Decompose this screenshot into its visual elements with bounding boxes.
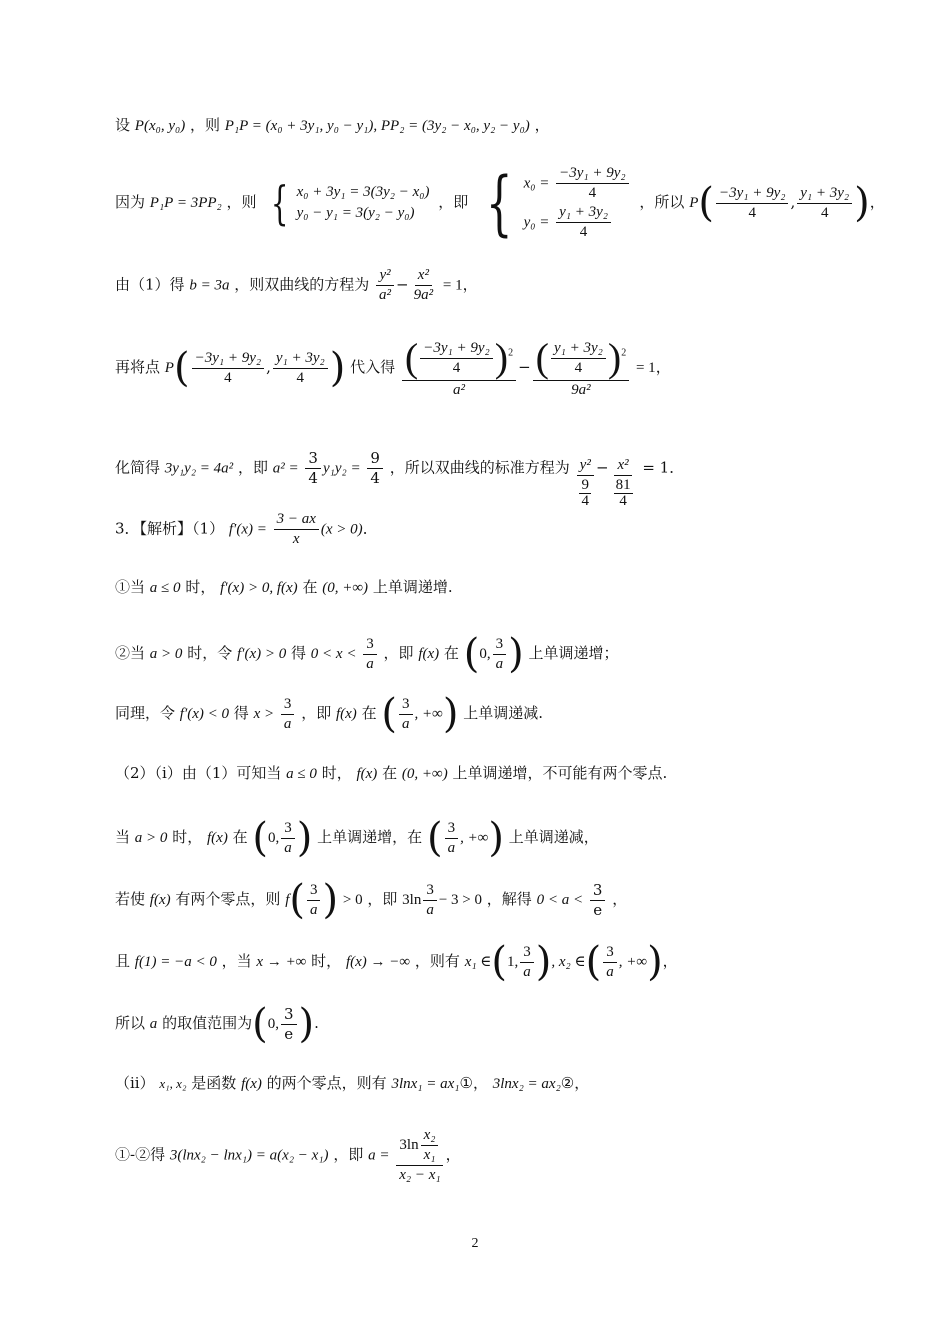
frac-den: a [523,963,531,980]
text: 在 [302,578,318,596]
frac-den: a [283,715,292,732]
text: ，则双曲线的方程为 [234,275,370,294]
text: 在 [232,828,248,846]
frac-den: a [309,901,318,918]
frac-num: y₁ + 3y₂ [273,351,328,369]
math: y₁y₂ = [322,460,361,477]
math: x → +∞ [256,954,307,970]
frac-den: 4 [748,204,756,221]
frac-num: 3 [445,821,459,839]
text: ，即 [383,644,414,662]
text: ，即 [367,890,398,908]
frac-den: e [284,1024,294,1043]
line-13: 且 f(1) = −a < 0 ，当 x → +∞ 时， f(x) → −∞ ，则有 x₁ ∈(1, $\frac{3}{a}$ ), x₂ ∈( $\frac{3}{a}$ , +∞)， [115,939,678,985]
math: x₀ + 3y₁ = 3(3y₂ − x₀) [296,184,430,200]
math: = 1 [442,277,463,294]
text: ，即 [333,1145,364,1164]
text: ，解得 [486,890,532,908]
math: 3(lnx₂ − lnx₁) = a(x₂ − x₁) [169,1147,329,1164]
line-14: 所以 a 的取值范围为(0, $\frac{3}{e}$ ). [115,1001,319,1047]
math: f′(x) > 0 [237,646,287,662]
frac-den: x₁ [423,1147,436,1163]
text: ①当 [115,578,146,596]
text: 代入得 [350,358,396,376]
line-5: 化简得 3y₁y₂ = 4a² ，即 a² = $\frac{3}{4}$ y₁y₂ = $\frac{9}{4}$ ，所以双曲线的标准方程为 $\frac{\text{y²}}{\frac{9}{4}}$ − $\frac{\text{x²}}{\frac{81}{4}}$ = 1． [115,449,685,509]
math: f(x) [418,646,440,662]
text: 上单调递增. [372,578,453,596]
math: a > 0 [134,830,168,846]
frac-num: 3 [305,451,321,469]
frac-num: 3 [281,1007,297,1025]
frac-num: 3 [520,945,534,963]
math: f(x) [207,830,228,846]
frac-den: a [495,655,504,672]
frac-den: 9a² [413,287,434,303]
line-1 [115,118,550,134]
text: 化简得 [115,458,161,477]
math: a ≤ 0 [286,766,317,782]
math-vectors: P₁P = (x₀ + 3y₁, y₀ − y₁), PP₂ = (3y₂ − x₀, y₂ − y₀) [224,118,530,134]
frac-num: 9 [581,477,589,493]
frac-num: 3 [493,637,507,655]
line-7 [115,580,453,596]
text: 当 [115,828,131,846]
math: a ≤ 0 [149,580,181,596]
frac-num: 3ln [399,1136,419,1153]
text: ，即 [438,193,469,211]
text: ． [669,458,685,477]
text: 若使 [115,890,146,908]
math: 3y₁y₂ = 4a² [164,460,234,477]
frac-den: a [426,901,434,918]
text: 在 [443,644,459,662]
frac-num: y² [376,268,393,286]
section-heading: 3．【解析】（1） [115,519,225,538]
frac-num: 3 [363,637,377,655]
math: P [689,195,699,211]
math: , +∞ [618,954,648,970]
frac-den: 4 [619,493,627,509]
math: f(1) = −a < 0 [134,954,217,970]
text: 得 [233,704,249,722]
text: 由（1）得 [115,275,185,294]
text: 所以 [115,1014,146,1032]
text: ②， [560,1074,590,1092]
frac-den: 4 [588,185,597,201]
frac-den: a² [453,382,465,398]
math: a [149,1016,158,1032]
math: f′(x) > 0, f(x) [220,580,298,596]
math: f′(x) < 0 [179,706,230,722]
frac-num: 3 [307,883,321,901]
text: 在 [382,764,398,782]
math: y₀ = [523,214,550,231]
text: ，当 [221,952,252,970]
text: ①， [459,1074,488,1092]
line-8: ②当 a > 0 时，令 f′(x) > 0 得 0 < x < $\frac{3}{a}$ ，即 f(x) 在 (0, $\frac{3}{a}$ ) 上单调递增； [115,631,619,677]
text: ， [534,116,550,134]
math: 0 < x < [310,646,357,662]
line-2: 因为 P₁P = 3PP₂ ，则 { x₀ + 3y₁ = 3(3y₂ − x₀) y₀ − y₁ = 3(y₂ − y₀) ，即 { x₀ = $\frac{\text{−3y₁ + 9y₂}}{4}$ y₀ = $\frac{\text{y₁ + 3y₂}}{4}$ ，所以 P( $\frac{\text{−3y₁ + 9y₂}}{4}$ , $\frac{\text{y₁ + 3y₂}}{4}$ )， [115,162,885,244]
text: 时， [172,828,203,846]
line-3: 由（1）得 b = 3a ，则双曲线的方程为 $\frac{\text{y²}}{\text{a²}}$ − $\frac{\text{x²}}{\text{9a²}}$ = 1， [115,267,478,303]
text: 时，令 [187,644,233,662]
math: = 1 [635,360,656,376]
math: , x₂ ∈ [551,954,586,970]
frac-num: 3 [281,821,295,839]
text: ，所以双曲线的标准方程为 [389,458,570,477]
text: 设 [115,116,131,134]
text: ②当 [115,644,146,662]
math: 3ln [402,892,422,908]
frac-num: 3 [603,945,617,963]
line-4: 再将点 P( $\frac{\text{−3y₁ + 9y₂}}{4}$ , $\frac{\text{y₁ + 3y₂}}{4}$ ) 代入得 ( $\frac{\text{−3y₁ + 9y₂}}{4}$ )$^2$ a² − ( $\frac{\text{y₁ + 3y₂}}{4}$ )$^2$ 9a² = 1， [115,335,671,398]
text: 因为 [115,193,146,211]
math: x₁ ∈ [464,954,492,970]
math: 3lnx₁ = ax₁ [391,1076,460,1092]
frac-num: 3 [423,883,437,901]
frac-den: a [606,963,614,980]
math: f′(x) = [228,521,267,538]
frac-den: 4 [574,359,583,376]
text: 上单调递增； [528,644,619,662]
math: a = [368,1147,390,1164]
text: 时， [185,578,216,596]
line-6 [115,512,378,547]
text: 有两个零点，则 [175,890,281,908]
math: x₀ = [523,175,550,192]
math: y₀ − y₁ = 3(y₂ − y₀) [296,205,415,221]
math: , +∞ [414,706,443,722]
frac-den: a² [379,287,392,303]
frac-num: −3y₁ + 9y₂ [716,186,789,204]
text: ， [869,193,885,211]
text: ， [445,1145,461,1164]
math: − 3 > 0 [438,892,483,908]
text: 时， [311,952,342,970]
line-11: 当 a > 0 时， f(x) 在 (0, $\frac{3}{a}$ ) 上单调递增，在 ( $\frac{3}{a}$ , +∞) 上单调递减， [115,815,599,861]
math: f(x) → −∞ [345,954,411,970]
text: . [314,1014,319,1032]
text: ①-②得 [115,1145,166,1164]
text: ， [462,275,478,294]
math: a² = [272,460,299,477]
frac-den: e [593,900,603,919]
math: > 0 [342,892,363,908]
math: f [285,892,290,908]
math: a > 0 [149,646,183,662]
frac-den: 4 [308,469,318,487]
text: 的两个零点，则有 [266,1074,387,1092]
frac-num: −3y₁ + 9y₂ [556,166,629,184]
text: 同理，令 [115,704,176,722]
text: ，所以 [639,193,685,211]
math: (x > 0) [320,521,363,538]
frac-num: 3 [590,883,606,901]
equation-system-1 [265,176,430,230]
page-number: 2 [471,1236,479,1251]
text: 得 [291,644,307,662]
frac-den: 4 [452,359,461,376]
frac-den: 4 [579,224,588,240]
math: P₁P = 3PP₂ [149,195,222,211]
frac-num: x² [614,458,631,476]
math: (0, +∞) [322,580,369,596]
frac-num: y₁ + 3y₂ [551,341,606,359]
frac-num: −3y₁ + 9y₂ [192,351,265,369]
math: 0, [268,830,280,846]
line-15 [115,1076,589,1092]
frac-num: y₁ + 3y₂ [797,186,852,204]
math: = 1 [642,458,670,477]
math: , +∞ [460,830,489,846]
frac-num: 3 − ax [274,512,319,530]
math: x₁, x₂ [159,1076,187,1091]
text: （2）（i）由（1）可知当 [115,764,282,782]
text: ，则有 [414,952,460,970]
frac-num: 3 [399,697,413,715]
frac-num: 81 [615,477,631,493]
math: P(x₀, y₀) [134,118,186,134]
text: ， [612,890,628,908]
text: 时， [321,764,352,782]
text: ，则 [189,116,220,134]
text: 上单调递减， [508,828,599,846]
line-9: 同理，令 f′(x) < 0 得 x > $\frac{3}{a}$ ，即 f(x) 在 ( $\frac{3}{a}$ , +∞) 上单调递减. [115,691,543,737]
brace: { [271,176,289,230]
frac-den: a [366,655,374,672]
math: 3lnx₂ = ax₂ [492,1076,561,1092]
frac-den: 9a² [571,382,591,398]
frac-den: x₂ − x₁ [399,1167,441,1183]
text: 是函数 [191,1074,237,1092]
frac-den: a [402,715,410,732]
text: 且 [115,952,131,970]
big-fraction-2: ( $\frac{\text{y₁ + 3y₂}}{4}$ )$^2$ 9a² [533,338,630,398]
math: f(x) [149,892,171,908]
frac-den: 4 [581,493,589,509]
text: 的取值范围为 [162,1014,253,1032]
text: 再将点 [115,358,161,376]
math: (0, +∞) [401,766,448,782]
frac-num: y² [577,458,594,476]
big-fraction-1: ( $\frac{\text{−3y₁ + 9y₂}}{4}$ )$^2$ a² [402,338,516,398]
math: P [164,360,174,376]
text: ，即 [237,458,268,477]
frac-num: 9 [367,451,383,469]
text: ， [662,952,678,970]
text: ， [655,358,671,376]
equation-system-2 [477,162,631,244]
math: x > [253,706,275,722]
text: 在 [361,704,377,722]
text: 上单调递增，在 [317,828,423,846]
line-12: 若使 f(x) 有两个零点，则 f( $\frac{3}{a}$ ) > 0 ，即 3ln $\frac{3}{a}$ − 3 > 0 ，解得 0 < a < $\frac{3}{e}$ ， [115,877,628,923]
text: 上单调递增，不可能有两个零点. [452,764,668,782]
math: 0, [479,646,491,662]
frac-den: 4 [820,204,829,221]
math: b = 3a [189,277,230,294]
text: ． [362,519,378,538]
text: ，则 [226,193,257,211]
math: f(x) [335,706,357,722]
frac-num: y₁ + 3y₂ [556,205,611,223]
text: ，即 [301,704,332,722]
brace: { [485,162,513,244]
math: f(x) [356,766,378,782]
frac-num: −3y₁ + 9y₂ [420,341,493,359]
fraction-a [396,1128,443,1183]
frac-num: x₂ [421,1128,439,1146]
frac-den: 4 [296,369,305,386]
frac-den: 4 [224,369,232,386]
frac-num: x² [415,268,432,286]
line-16 [115,1128,461,1183]
text: 上单调递减. [463,704,543,722]
frac-den: a [447,839,456,856]
math: f(x) [241,1076,262,1092]
frac-den: 4 [370,469,380,487]
frac-den: x [292,531,300,547]
frac-den: a [284,839,292,856]
frac-num: 3 [281,697,295,715]
math: 0, [267,1016,279,1032]
text: （ii） [115,1074,155,1092]
math: 0 < a < [536,892,584,908]
line-10 [115,766,667,782]
math: 1, [507,954,519,970]
